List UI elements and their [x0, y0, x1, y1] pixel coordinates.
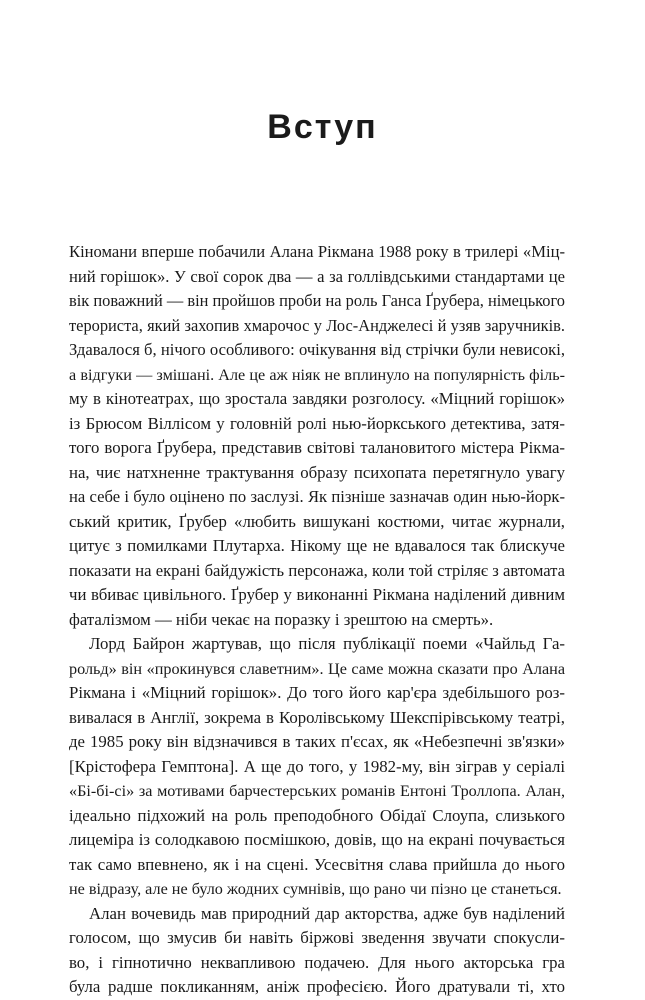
- chapter-title: Вступ: [267, 108, 378, 146]
- text-line: Здавалося б, нічого особливого: очікування від стрічки були невисокі,: [69, 340, 565, 359]
- text-line: вивалася в Англії, зокрема в Королівському Шекспірівському театрі,: [69, 707, 565, 727]
- text-line: лицеміра із солодкавою посмішкою, довів, що на екрані почувається: [69, 830, 565, 849]
- text-line: а відгуки — змішані. Але це аж ніяк не вплинуло на популярність філь-: [69, 365, 565, 384]
- paragraph: [69, 632, 565, 902]
- text-line: цитує з помилками Плутарха. Нікому ще не вдавалося так блискуче: [69, 536, 565, 555]
- text-line: того ворога Ґрубера, представив світові талановитого містера Рікма-: [69, 438, 565, 457]
- text-line: так само впевнено, як і на сцені. Усесвітня слава прийшла до нього: [69, 854, 565, 874]
- text-line: на, чиє натхненне трактування образу психопата перетягнуло увагу: [69, 462, 565, 482]
- text-line: показати на екрані байдужість персонажа, коли той стріляє з автомата: [69, 560, 565, 580]
- text-line: на себе і було оцінено по заслузі. Як пізніше зазначав один нью-йорк-: [69, 487, 565, 506]
- text-line: ний горішок». У свої сорок два — а за голлівдськими стандартами це: [69, 266, 565, 286]
- paragraph: [69, 240, 565, 632]
- text-line: «Бі-бі-сі» за мотивами барчестерських романів Ентоні Троллопа. Алан,: [69, 782, 565, 800]
- text-line: Лорд Байрон жартував, що після публікації поеми «Чайльд Га-: [89, 634, 565, 653]
- text-line: ідеально підхожий на роль преподобного Обідаї Слоупа, слизького: [69, 805, 565, 825]
- text-line: була радше покликанням, аніж професією. Його дратували ті, хто: [69, 977, 565, 996]
- text-line: вік поважний — він пройшов проби на роль Ганса Ґрубера, німецького: [69, 291, 565, 310]
- text-line: фаталізмом — ніби чекає на поразку і зрештою на смерть».: [69, 609, 494, 629]
- text-line: во, і гіпнотично неквапливою подачею. Для нього акторська гра: [69, 952, 565, 972]
- text-line: ський критик, Ґрубер «любить вишукані костюми, читає журнали,: [69, 511, 565, 531]
- text-line: Рікмана і «Міцний горішок». До того його кар'єра здебільшого роз-: [69, 683, 565, 702]
- text-line: [Крістофера Гемптона]. А ще до того, у 1982-му, він зіграв у серіалі: [69, 756, 565, 776]
- text-line: Алан вочевидь мав природний дар акторства, адже був наділений: [89, 903, 565, 923]
- text-line: із Брюсом Віллісом у головній ролі нью-йоркського детектива, затя-: [69, 413, 565, 433]
- text-line: голосом, що змусив би навіть біржові зведення звучати спокусли-: [69, 928, 565, 947]
- text-line: терориста, який захопив хмарочос у Лос-Анджелесі й узяв заручників.: [69, 315, 565, 335]
- text-line: чи вбиває цивільного. Ґрубер у виконанні Рікмана наділений дивним: [69, 585, 565, 604]
- paragraph: [69, 902, 565, 1000]
- text-line: Кіномани вперше побачили Алана Рікмана 1988 року в трилері «Міц-: [69, 242, 565, 261]
- text-line: де 1985 року він відзначився в таких п'єсах, як «Небезпечні зв'язки»: [69, 732, 565, 751]
- text-line: рольд» він «прокинувся славетним». Це саме можна сказати про Алана: [69, 659, 565, 678]
- text-line: му в кінотеатрах, що зростала завдяки розголосу. «Міцний горішок»: [69, 389, 565, 408]
- text-line: не відразу, але не було жодних сумнівів, що рано чи пізно це станеться.: [69, 880, 562, 898]
- body-text: [69, 240, 565, 1000]
